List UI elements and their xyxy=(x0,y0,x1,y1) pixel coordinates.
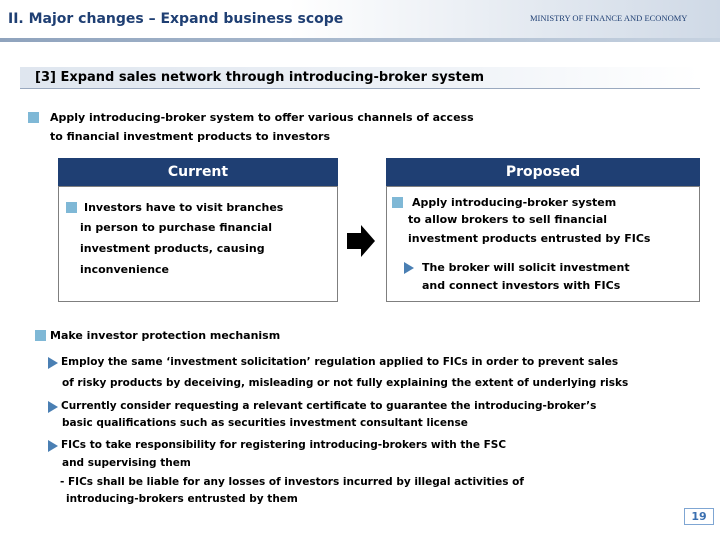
protection-heading: Make investor protection mechanism xyxy=(50,329,281,342)
proposed-sub-line-2: and connect investors with FICs xyxy=(422,279,621,292)
protection-item-1-line-2: of risky products by deceiving, misleading or not fully explaining the extent of underlying risks xyxy=(62,377,629,389)
protection-item-3-line-2: and supervising them xyxy=(62,457,191,469)
protection-item-3-line-4: introducing-brokers entrusted by them xyxy=(66,493,298,505)
right-arrow-icon xyxy=(347,225,375,257)
intro-line-1: Apply introducing-broker system to offer various channels of access xyxy=(50,111,474,124)
proposed-line-2: to allow brokers to sell financial xyxy=(408,213,608,226)
square-bullet-icon xyxy=(28,112,39,123)
proposed-panel-title: Proposed xyxy=(386,158,700,186)
proposed-line-3: investment products entrusted by FICs xyxy=(408,232,651,245)
triangle-bullet-icon xyxy=(404,262,414,274)
square-bullet-icon xyxy=(35,330,46,341)
square-bullet-icon xyxy=(66,202,77,213)
current-panel-title: Current xyxy=(58,158,338,186)
triangle-bullet-icon xyxy=(48,440,58,452)
protection-item-2-line-2: basic qualifications such as securities investment consultant license xyxy=(62,417,468,429)
proposed-sub-line-1: The broker will solicit investment xyxy=(422,261,630,274)
current-line-3: investment products, causing xyxy=(80,242,265,255)
current-line-1: Investors have to visit branches xyxy=(84,201,284,214)
ministry-label: MINISTRY OF FINANCE AND ECONOMY xyxy=(530,13,688,23)
header-divider xyxy=(0,38,720,42)
page-number: 19 xyxy=(684,508,714,525)
current-line-4: inconvenience xyxy=(80,263,170,276)
section-heading: [3] Expand sales network through introducing-broker system xyxy=(20,67,700,89)
protection-item-1-line-1: Employ the same ‘investment solicitation’ regulation applied to FICs in order to prevent sales xyxy=(61,356,619,368)
intro-line-2: to financial investment products to investors xyxy=(50,130,331,143)
square-bullet-icon xyxy=(392,197,403,208)
protection-item-2-line-1: Currently consider requesting a relevant certificate to guarantee the introducing-broker’s xyxy=(61,400,597,412)
slide-title: II. Major changes – Expand business scope xyxy=(8,11,344,27)
current-line-2: in person to purchase financial xyxy=(80,221,273,234)
protection-item-3-line-1: FICs to take responsibility for registering introducing-brokers with the FSC xyxy=(61,439,507,451)
proposed-line-1: Apply introducing-broker system xyxy=(412,196,617,209)
protection-item-3-line-3: - FICs shall be liable for any losses of investors incurred by illegal activities of xyxy=(60,476,524,488)
triangle-bullet-icon xyxy=(48,357,58,369)
triangle-bullet-icon xyxy=(48,401,58,413)
